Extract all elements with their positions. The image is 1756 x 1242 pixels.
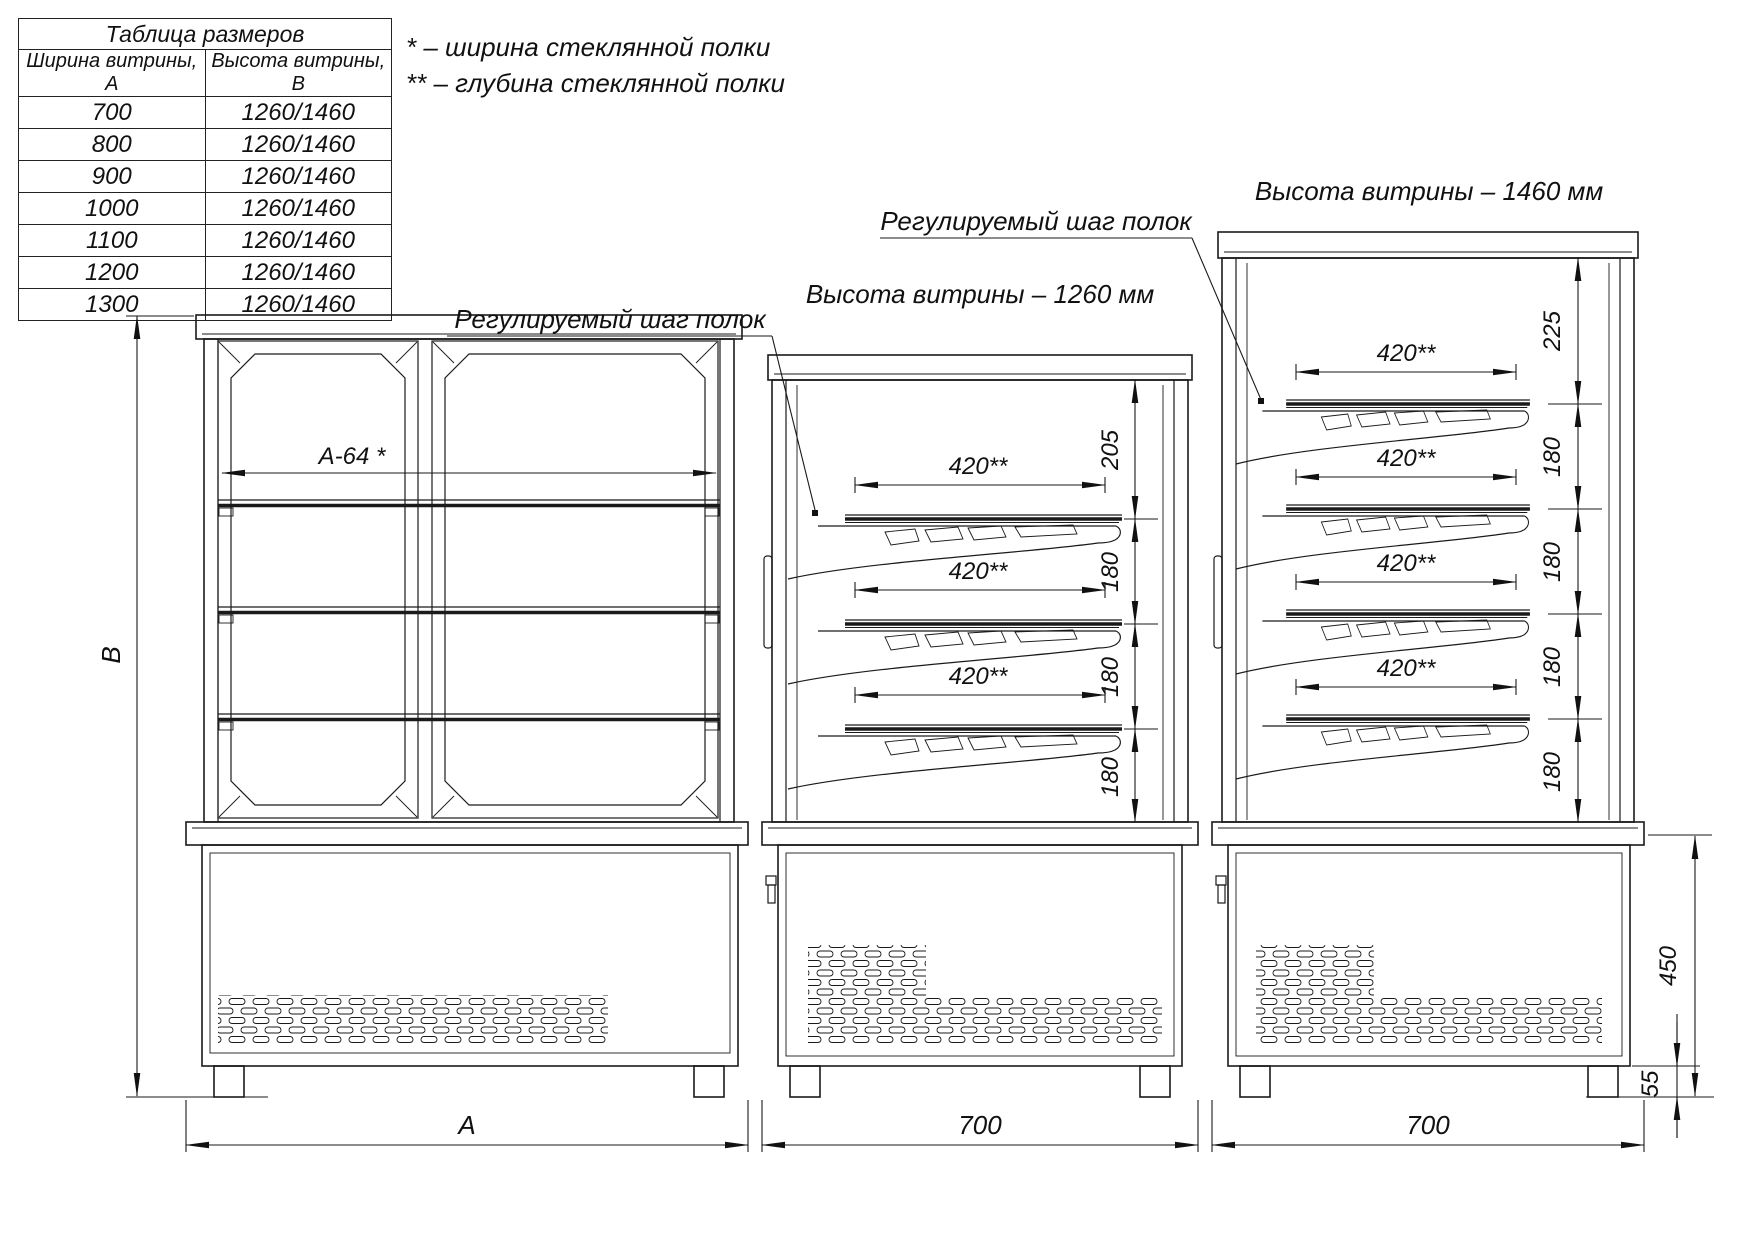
dim-label-420: 420**	[948, 453, 1008, 480]
dim-label-180: 180	[1539, 751, 1566, 793]
dim-shelf-spacing-chain	[1539, 258, 1602, 822]
table-cell: 1300	[19, 289, 206, 321]
size-table-title: Таблица размеров	[19, 19, 392, 50]
table-cell: 800	[19, 129, 206, 161]
note-shelf-width: * – ширина стеклянной полки	[406, 32, 771, 62]
hinge	[766, 876, 776, 885]
leader-marker	[812, 510, 818, 516]
display-body	[772, 380, 1188, 822]
counter-band	[1212, 822, 1644, 845]
leader-adjustable-shelves	[447, 304, 818, 516]
table-cell: 1260/1460	[205, 129, 392, 161]
dim-label-180: 180	[1097, 551, 1124, 593]
glass-shelf	[788, 725, 1122, 789]
leader-label: Регулируемый шаг полок	[880, 206, 1192, 236]
hinge	[1218, 885, 1225, 903]
dim-foot-height	[1632, 1014, 1700, 1138]
dim-shelf-depth	[1296, 655, 1516, 695]
table-cell: 1100	[19, 225, 206, 257]
door-handle	[764, 556, 772, 648]
dim-label-180: 180	[1539, 646, 1566, 688]
vent-grille	[808, 945, 926, 1043]
table-cell: 1260/1460	[205, 289, 392, 321]
table-cell: 1260/1460	[205, 225, 392, 257]
shelf-line	[218, 714, 720, 730]
foot	[694, 1066, 724, 1097]
dim-label-420: 420**	[948, 558, 1008, 585]
dim-label-225: 225	[1539, 310, 1566, 352]
dim-label-180: 180	[1097, 656, 1124, 698]
foot	[1140, 1066, 1170, 1097]
display-door-right	[432, 341, 718, 818]
dim-depth-700	[1212, 1100, 1644, 1152]
dim-shelf-depth	[1296, 340, 1516, 380]
front-view	[96, 315, 748, 1152]
shelf-line	[218, 500, 720, 516]
leader-marker	[1258, 398, 1264, 404]
dim-label-420: 420**	[948, 663, 1008, 690]
table-cell: 1260/1460	[205, 257, 392, 289]
dim-label-A: А	[458, 1110, 476, 1140]
hinge	[1216, 876, 1226, 885]
shelf-line	[218, 607, 720, 623]
canopy	[768, 355, 1192, 380]
canopy	[1218, 232, 1638, 258]
dim-label-420: 420**	[1376, 655, 1436, 682]
table-cell: 1260/1460	[205, 97, 392, 129]
dim-label-700: 700	[1406, 1110, 1450, 1140]
counter-band	[762, 822, 1198, 845]
foot	[1588, 1066, 1618, 1097]
dim-shelf-depth	[855, 453, 1105, 493]
dim-base-height	[1586, 835, 1714, 1097]
hinge	[768, 885, 775, 903]
dim-label-B: В	[96, 646, 126, 664]
vent-grille	[218, 995, 608, 1043]
vent-grille	[1374, 997, 1602, 1043]
table-cell: 700	[19, 97, 206, 129]
dim-shelf-spacing-chain	[1097, 380, 1158, 822]
glass-shelf	[1236, 715, 1530, 779]
dim-label-180: 180	[1539, 436, 1566, 478]
dim-label-450: 450	[1655, 945, 1682, 987]
dim-label-420: 420**	[1376, 445, 1436, 472]
foot	[790, 1066, 820, 1097]
dim-label-205: 205	[1097, 429, 1124, 471]
title-height-1460: Высота витрины – 1460 мм	[1254, 176, 1604, 206]
title-height-1260: Высота витрины – 1260 мм	[805, 279, 1155, 309]
vent-grille	[1256, 945, 1374, 1043]
foot	[214, 1066, 244, 1097]
display-door-left	[218, 341, 418, 818]
col-header-height: Высота витрины, В	[205, 50, 392, 97]
dim-inner-width	[222, 443, 716, 473]
dim-label-A64: А-64 *	[318, 443, 386, 470]
leader-label: Регулируемый шаг полок	[454, 304, 766, 334]
door-handle	[1214, 556, 1222, 648]
table-cell: 1200	[19, 257, 206, 289]
dim-label-700: 700	[958, 1110, 1002, 1140]
table-cell: 900	[19, 161, 206, 193]
foot	[1240, 1066, 1270, 1097]
dim-label-180: 180	[1097, 756, 1124, 798]
note-shelf-depth: ** – глубина стеклянной полки	[406, 68, 785, 98]
display-body	[204, 339, 734, 822]
table-cell: 1260/1460	[205, 193, 392, 225]
dim-overall-width	[186, 1100, 748, 1152]
dim-depth-700	[762, 1100, 1198, 1152]
table-cell: 1000	[19, 193, 206, 225]
dim-label-420: 420**	[1376, 550, 1436, 577]
dim-overall-height	[96, 316, 268, 1097]
dim-label-180: 180	[1539, 541, 1566, 583]
dim-label-55: 55	[1637, 1070, 1664, 1098]
col-header-width: Ширина витрины, А	[19, 50, 206, 97]
dim-label-420: 420**	[1376, 340, 1436, 367]
counter-band	[186, 822, 748, 845]
dim-shelf-depth	[1296, 550, 1516, 590]
vent-grille	[926, 997, 1162, 1043]
dim-shelf-depth	[1296, 445, 1516, 485]
table-cell: 1260/1460	[205, 161, 392, 193]
